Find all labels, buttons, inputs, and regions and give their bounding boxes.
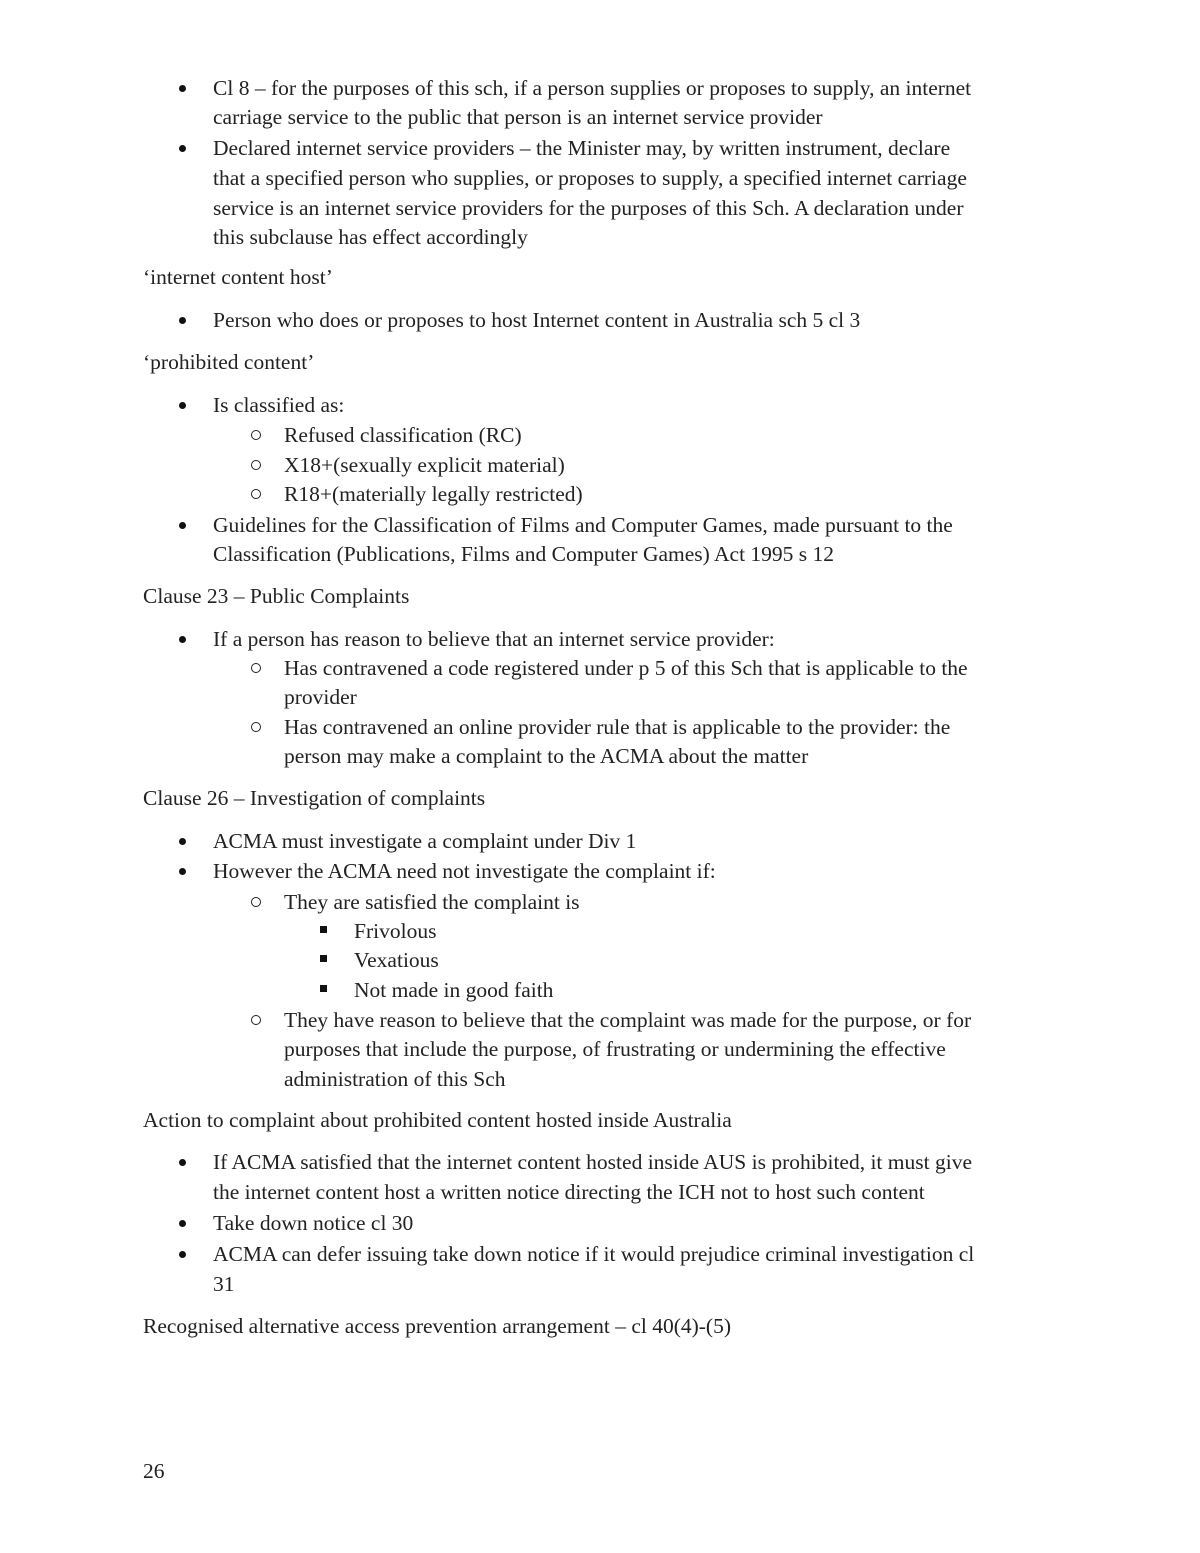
list-item-text: ACMA can defer issuing take down notice if it would prejudice criminal investigation cl xyxy=(213,1242,975,1266)
list-item-text: Take down notice cl 30 xyxy=(213,1211,414,1235)
sub-item-text: Has contravened a code registered under p 5 of this Sch that is applicable to the xyxy=(284,656,968,680)
bullet-icon xyxy=(179,145,186,152)
sub-item-text: X18+(sexually explicit material) xyxy=(284,453,565,477)
bullet-icon xyxy=(179,85,186,92)
list-item-text: Person who does or proposes to host Internet content in Australia sch 5 cl 3 xyxy=(213,308,861,332)
circle-bullet-icon xyxy=(251,663,261,673)
circle-bullet-icon xyxy=(251,489,261,499)
bullet-icon xyxy=(179,1251,186,1258)
list-item-text: ACMA must investigate a complaint under Div 1 xyxy=(213,829,637,853)
square-bullet-icon xyxy=(320,985,327,992)
section-heading: Clause 23 – Public Complaints xyxy=(143,584,410,608)
list-item-text: If ACMA satisfied that the internet content hosted inside AUS is prohibited, it must give xyxy=(213,1150,972,1174)
list-item-text: Cl 8 – for the purposes of this sch, if a person supplies or proposes to supply, an internet xyxy=(213,76,972,100)
sub-sub-item-text: Not made in good faith xyxy=(354,978,554,1002)
list-item-text: Guidelines for the Classification of Films and Computer Games, made pursuant to the xyxy=(213,513,953,537)
list-item-text: this subclause has effect accordingly xyxy=(213,225,528,249)
list-item-text: that a specified person who supplies, or proposes to supply, a specified internet carriage xyxy=(213,166,967,190)
list-item-text: 31 xyxy=(213,1272,235,1296)
sub-item-text: They are satisfied the complaint is xyxy=(284,890,580,914)
bullet-icon xyxy=(179,868,186,875)
list-item-text: carriage service to the public that person is an internet service provider xyxy=(213,105,823,129)
list-item-text: However the ACMA need not investigate the complaint if: xyxy=(213,859,716,883)
section-heading: ‘internet content host’ xyxy=(143,265,333,289)
circle-bullet-icon xyxy=(251,460,261,470)
list-item-text: Declared internet service providers – the Minister may, by written instrument, declare xyxy=(213,136,951,160)
page-number: 26 xyxy=(143,1459,165,1483)
square-bullet-icon xyxy=(320,955,327,962)
sub-item-text: purposes that include the purpose, of frustrating or undermining the effective xyxy=(284,1037,946,1061)
sub-sub-item-text: Frivolous xyxy=(354,919,437,943)
sub-item-text: They have reason to believe that the complaint was made for the purpose, or for xyxy=(284,1008,972,1032)
list-item-text: the internet content host a written notice directing the ICH not to host such content xyxy=(213,1180,925,1204)
circle-bullet-icon xyxy=(251,897,261,907)
bullet-icon xyxy=(179,1220,186,1227)
sub-item-text: Refused classification (RC) xyxy=(284,423,522,447)
bullet-icon xyxy=(179,636,186,643)
list-item-text: Classification (Publications, Films and Computer Games) Act 1995 s 12 xyxy=(213,542,835,566)
list-item-text: Is classified as: xyxy=(213,393,345,417)
bullet-icon xyxy=(179,1159,186,1166)
section-heading: ‘prohibited content’ xyxy=(143,350,315,374)
bullet-icon xyxy=(179,838,186,845)
list-item-text: service is an internet service providers for the purposes of this Sch. A declaration under xyxy=(213,196,964,220)
bullet-icon xyxy=(179,522,186,529)
square-bullet-icon xyxy=(320,926,327,933)
circle-bullet-icon xyxy=(251,1015,261,1025)
section-heading: Clause 26 – Investigation of complaints xyxy=(143,786,486,810)
section-heading: Recognised alternative access prevention arrangement – cl 40(4)-(5) xyxy=(143,1314,732,1338)
sub-sub-item-text: Vexatious xyxy=(354,948,439,972)
bullet-icon xyxy=(179,402,186,409)
bullet-icon xyxy=(179,317,186,324)
sub-item-text: provider xyxy=(284,685,357,709)
section-heading: Action to complaint about prohibited content hosted inside Australia xyxy=(143,1108,732,1132)
circle-bullet-icon xyxy=(251,722,261,732)
sub-item-text: administration of this Sch xyxy=(284,1067,506,1091)
sub-item-text: Has contravened an online provider rule that is applicable to the provider: the xyxy=(284,715,951,739)
circle-bullet-icon xyxy=(251,430,261,440)
sub-item-text: R18+(materially legally restricted) xyxy=(284,482,583,506)
list-item-text: If a person has reason to believe that an internet service provider: xyxy=(213,627,775,651)
sub-item-text: person may make a complaint to the ACMA about the matter xyxy=(284,744,809,768)
